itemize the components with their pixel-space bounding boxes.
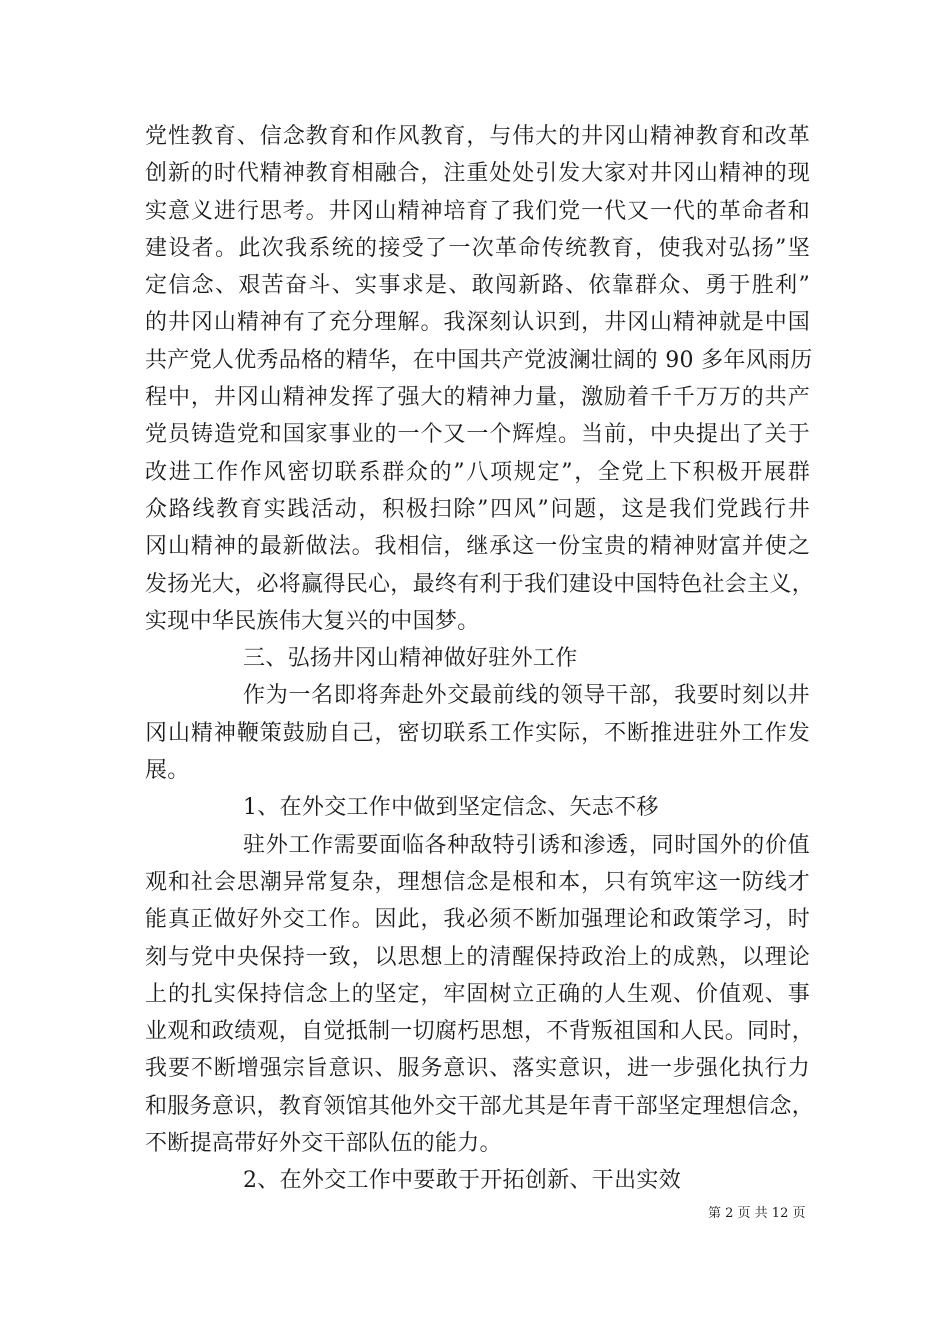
paragraph-line: 众路线教育实践活动，积极扫除”四风”问题，这是我们党践行井 bbox=[145, 496, 810, 522]
paragraph-line: 党性教育、信念教育和作风教育，与伟大的井冈山精神教育和改革 bbox=[145, 124, 810, 149]
section-heading: 三、弘扬井冈山精神做好驻外工作 bbox=[243, 646, 578, 672]
body-text bbox=[145, 118, 815, 1200]
paragraph-line: 程中，井冈山精神发挥了强大的精神力量，激励着千千万万的共产 bbox=[145, 385, 810, 411]
paragraph-line: 驻外工作需要面临各种敌特引诱和渗透，同时国外的价值 bbox=[243, 832, 810, 858]
page-number-footer: 第 2 页 共 12 页 bbox=[708, 1206, 806, 1221]
paragraph-line: 改进工作作风密切联系群众的”八项规定”，全党上下积极开展群 bbox=[145, 459, 810, 485]
paragraph-line: 业观和政绩观，自觉抵制一切腐朽思想，不背叛祖国和人民。同时， bbox=[145, 1019, 815, 1045]
paragraph-line: 冈山精神的最新做法。我相信，继承这一份宝贵的精神财富并使之 bbox=[145, 534, 810, 560]
paragraph-line: 冈山精神鞭策鼓励自己，密切联系工作实际，不断推进驻外工作发 bbox=[145, 720, 810, 746]
paragraph-line: 不断提高带好外交干部队伍的能力。 bbox=[145, 1131, 502, 1157]
paragraph-line: 实现中华民族伟大复兴的中国梦。 bbox=[145, 608, 480, 634]
section-heading: 1、在外交工作中做到坚定信念、矢志不移 bbox=[243, 795, 659, 821]
section-heading: 2、在外交工作中要敢于开拓创新、干出实效 bbox=[243, 1168, 681, 1194]
paragraph-line: 观和社会思潮异常复杂，理想信念是根和本，只有筑牢这一防线才 bbox=[145, 869, 810, 895]
paragraph-line: 实意义进行思考。井冈山精神培育了我们党一代又一代的革命者和 bbox=[145, 198, 810, 224]
paragraph-line: 定信念、艰苦奋斗、实事求是、敢闯新路、依靠群众、勇于胜利” bbox=[145, 273, 810, 299]
paragraph-line: 党员铸造党和国家事业的一个又一个辉煌。当前，中央提出了关于 bbox=[145, 422, 810, 448]
paragraph-line: 展。 bbox=[145, 758, 190, 784]
paragraph-line: 建设者。此次我系统的接受了一次革命传统教育，使我对弘扬”坚 bbox=[145, 235, 810, 261]
paragraph-line: 上的扎实保持信念上的坚定，牢固树立正确的人生观、价值观、事 bbox=[145, 981, 810, 1007]
paragraph-line: 能真正做好外交工作。因此，我必须不断加强理论和政策学习，时 bbox=[145, 907, 810, 933]
paragraph-line: 创新的时代精神教育相融合，注重处处引发大家对井冈山精神的现 bbox=[145, 161, 810, 187]
paragraph-line: 刻与党中央保持一致，以思想上的清醒保持政治上的成熟，以理论 bbox=[145, 944, 810, 970]
paragraph-line: 发扬光大，必将赢得民心，最终有利于我们建设中国特色社会主义， bbox=[145, 571, 815, 597]
paragraph-line: 和服务意识，教育领馆其他外交干部尤其是年青干部坚定理想信念， bbox=[145, 1093, 815, 1119]
paragraph-line: 我要不断增强宗旨意识、服务意识、落实意识，进一步强化执行力 bbox=[145, 1056, 810, 1082]
paragraph-line: 的井冈山精神有了充分理解。我深刻认识到，井冈山精神就是中国 bbox=[145, 310, 810, 336]
paragraph-line: 共产党人优秀品格的精华，在中国共产党波澜壮阔的 90 多年风雨历 bbox=[145, 347, 813, 373]
paragraph-line: 作为一名即将奔赴外交最前线的领导干部，我要时刻以井 bbox=[243, 683, 810, 709]
